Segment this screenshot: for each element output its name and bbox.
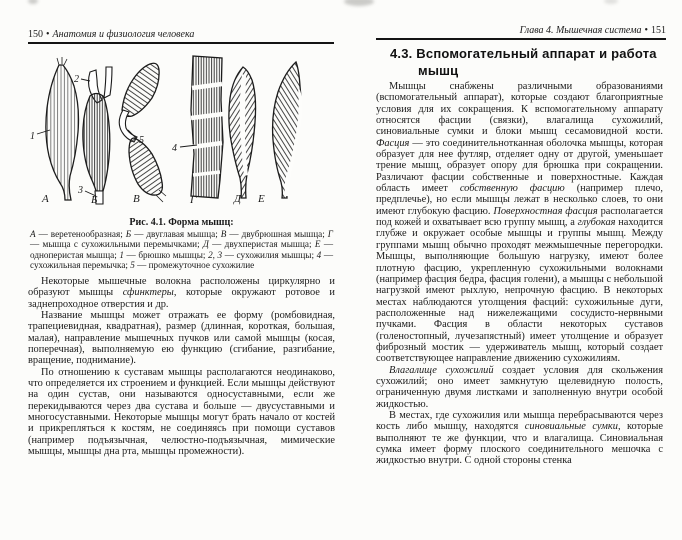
- muscle-e-unipennate-drawing: [273, 62, 303, 198]
- left-header-rule: [28, 42, 334, 44]
- paragraph: По отношению к суставам мышцы располагаются неодинаково, что определяется их строением и функцией. Если мышцы действуют на один сустав, они называются односуставными, если же перекидываются через два сустава и больше — двусуставными и многосуставными. Некоторые мышцы могут брать начало от костей и прикрепляться к костям, не соединяясь при помощи суставов (например подъязычная, челюстно-подъязычная, мимические мышцы, мышцы дна рта, мышцы промежности).: [28, 366, 335, 458]
- figure-muscle-forms: [26, 50, 340, 212]
- muscle-b-two-headed-drawing: [81, 67, 112, 204]
- figure-caption-title: Рис. 4.1. Форма мышц:: [129, 217, 234, 228]
- figure-label-4: 4: [172, 143, 177, 154]
- right-running-title: Глава 4. Мышечная система: [519, 25, 642, 36]
- separator-bullet: •: [46, 29, 50, 40]
- section-heading: 4.3. Вспомогательный аппарат и работа мышц: [390, 46, 657, 78]
- figure-label-d: Д: [234, 193, 241, 205]
- muscle-forms-illustration: [26, 50, 340, 212]
- left-running-title: Анатомия и физиология человека: [52, 29, 195, 40]
- figure-label-1: 1: [30, 131, 35, 142]
- figure-label-5: 5: [139, 135, 144, 146]
- scan-smudge: [28, 0, 38, 4]
- paragraph: Влагалище сухожилий создает условия для скольжения сухожилий; оно имеет замкнутую щелевидную полость, ограниченную двумя листками и заполненную внутри особой жидкостью.: [376, 364, 663, 410]
- right-running-head: [376, 25, 666, 36]
- figure-label-e: Е: [258, 193, 265, 205]
- figure-label-g: Г: [190, 194, 197, 206]
- left-running-head: [28, 29, 334, 40]
- muscle-d-bipennate-drawing: [229, 67, 256, 198]
- figure-caption-legend: А — веретенообразная; Б — двуглавая мышца; В — двубрюшная мышца; Г — мышца с сухожильными перемычками; Д — двухперистая мышца; Е — одноперистая мышца; 1 — брюшко мышцы; 2, 3 — сухожилия мышцы; 4 — сухожильная перемычка; 5 — промежуточное сухожилие: [30, 229, 334, 270]
- paragraph: Название мышцы может отражать ее форму (ромбовидная, трапециевидная, квадратная), размер (длинная, короткая, большая, малая), направление мышечных пучков или самой мышцы (косая, поперечная), выполняемую ею функцию (сгибание, разгибание, вращение, поднимание).: [28, 310, 335, 367]
- figure-label-b: Б: [91, 194, 98, 206]
- figure-label-v: В: [133, 193, 140, 205]
- right-page-number: 151: [651, 25, 666, 36]
- paragraph: В местах, где сухожилия или мышца перебрасываются через кость либо мышцу, находятся синовиальные сумки, которые выполняют те же функции, что и влагалища. Синовиальная сумка имеет форму плоского соединительного мешочка с жидкостью внутри. С одной стороны стенка: [376, 409, 663, 467]
- figure-label-2: 2: [74, 74, 79, 85]
- right-header-rule: [376, 38, 666, 40]
- figure-label-a: А: [42, 193, 49, 205]
- muscle-g-intersections-drawing: [180, 56, 223, 198]
- scan-smudge: [344, 0, 374, 6]
- figure-label-3: 3: [78, 185, 83, 196]
- muscle-v-digastric-drawing: [119, 63, 166, 202]
- right-page-body: [376, 81, 663, 467]
- left-page-body: [28, 276, 335, 458]
- left-page-number: 150: [28, 29, 43, 40]
- muscle-a-fusiform-drawing: [37, 57, 79, 200]
- paragraph: Некоторые мышечные волокна расположены циркулярно и образуют мышцы сфинктеры, которые окружают ротовое и заднепроходное отверстия и др.: [28, 276, 335, 310]
- scan-smudge: [604, 0, 618, 4]
- paragraph: Мышцы снабжены различными образованиями (вспомогательный аппарат), которые создают благоприятные условия для их сокращения. К вспомогательному аппарату относятся фасции (связки), влагалища сухожилий, синовиальные сумки и блоки мышц сесамовидной кости. Фасция — это соединительнотканная оболочка мышцы, которая образует для нее футляр, отделяет одну от другой, уменьшает трение мышц, образует опору для брюшка при сокращении. Различают фасции собственные и поверхностные. Каждая область имеет собственную фасцию (например плечо, предплечье), но если мышцы лежат в несколько слоев, то они имеют глубокую фасцию. Поверхностная фасция располагается под кожей и охватывает всю группу мышц, а глубокая находится глубже и окружает особые мышцы и группы мышц. Между группами мышц обычно проходят межмышечные перегородки. Мышцы, выполняющие большую нагрузку, имеют более плотную фасцию, укрепленную сухожильными волокнами (например фасция бедра, фасция голени), а мышцы с небольшой нагрузкой имеют рыхлую, непрочную фасцию. В некоторых местах наблюдаются утолщения фасций: сухожильные дуги, расположенные над нижележащими сосудисто-нервными пучками. Фасция в области некоторых суставов (голеностопный, лучезапястный) имеет утолщение и образует фиброзный мостик — удерживатель мышц, который создает соответствующее направление движению сухожилиям.: [376, 81, 664, 365]
- separator-bullet: •: [644, 25, 648, 36]
